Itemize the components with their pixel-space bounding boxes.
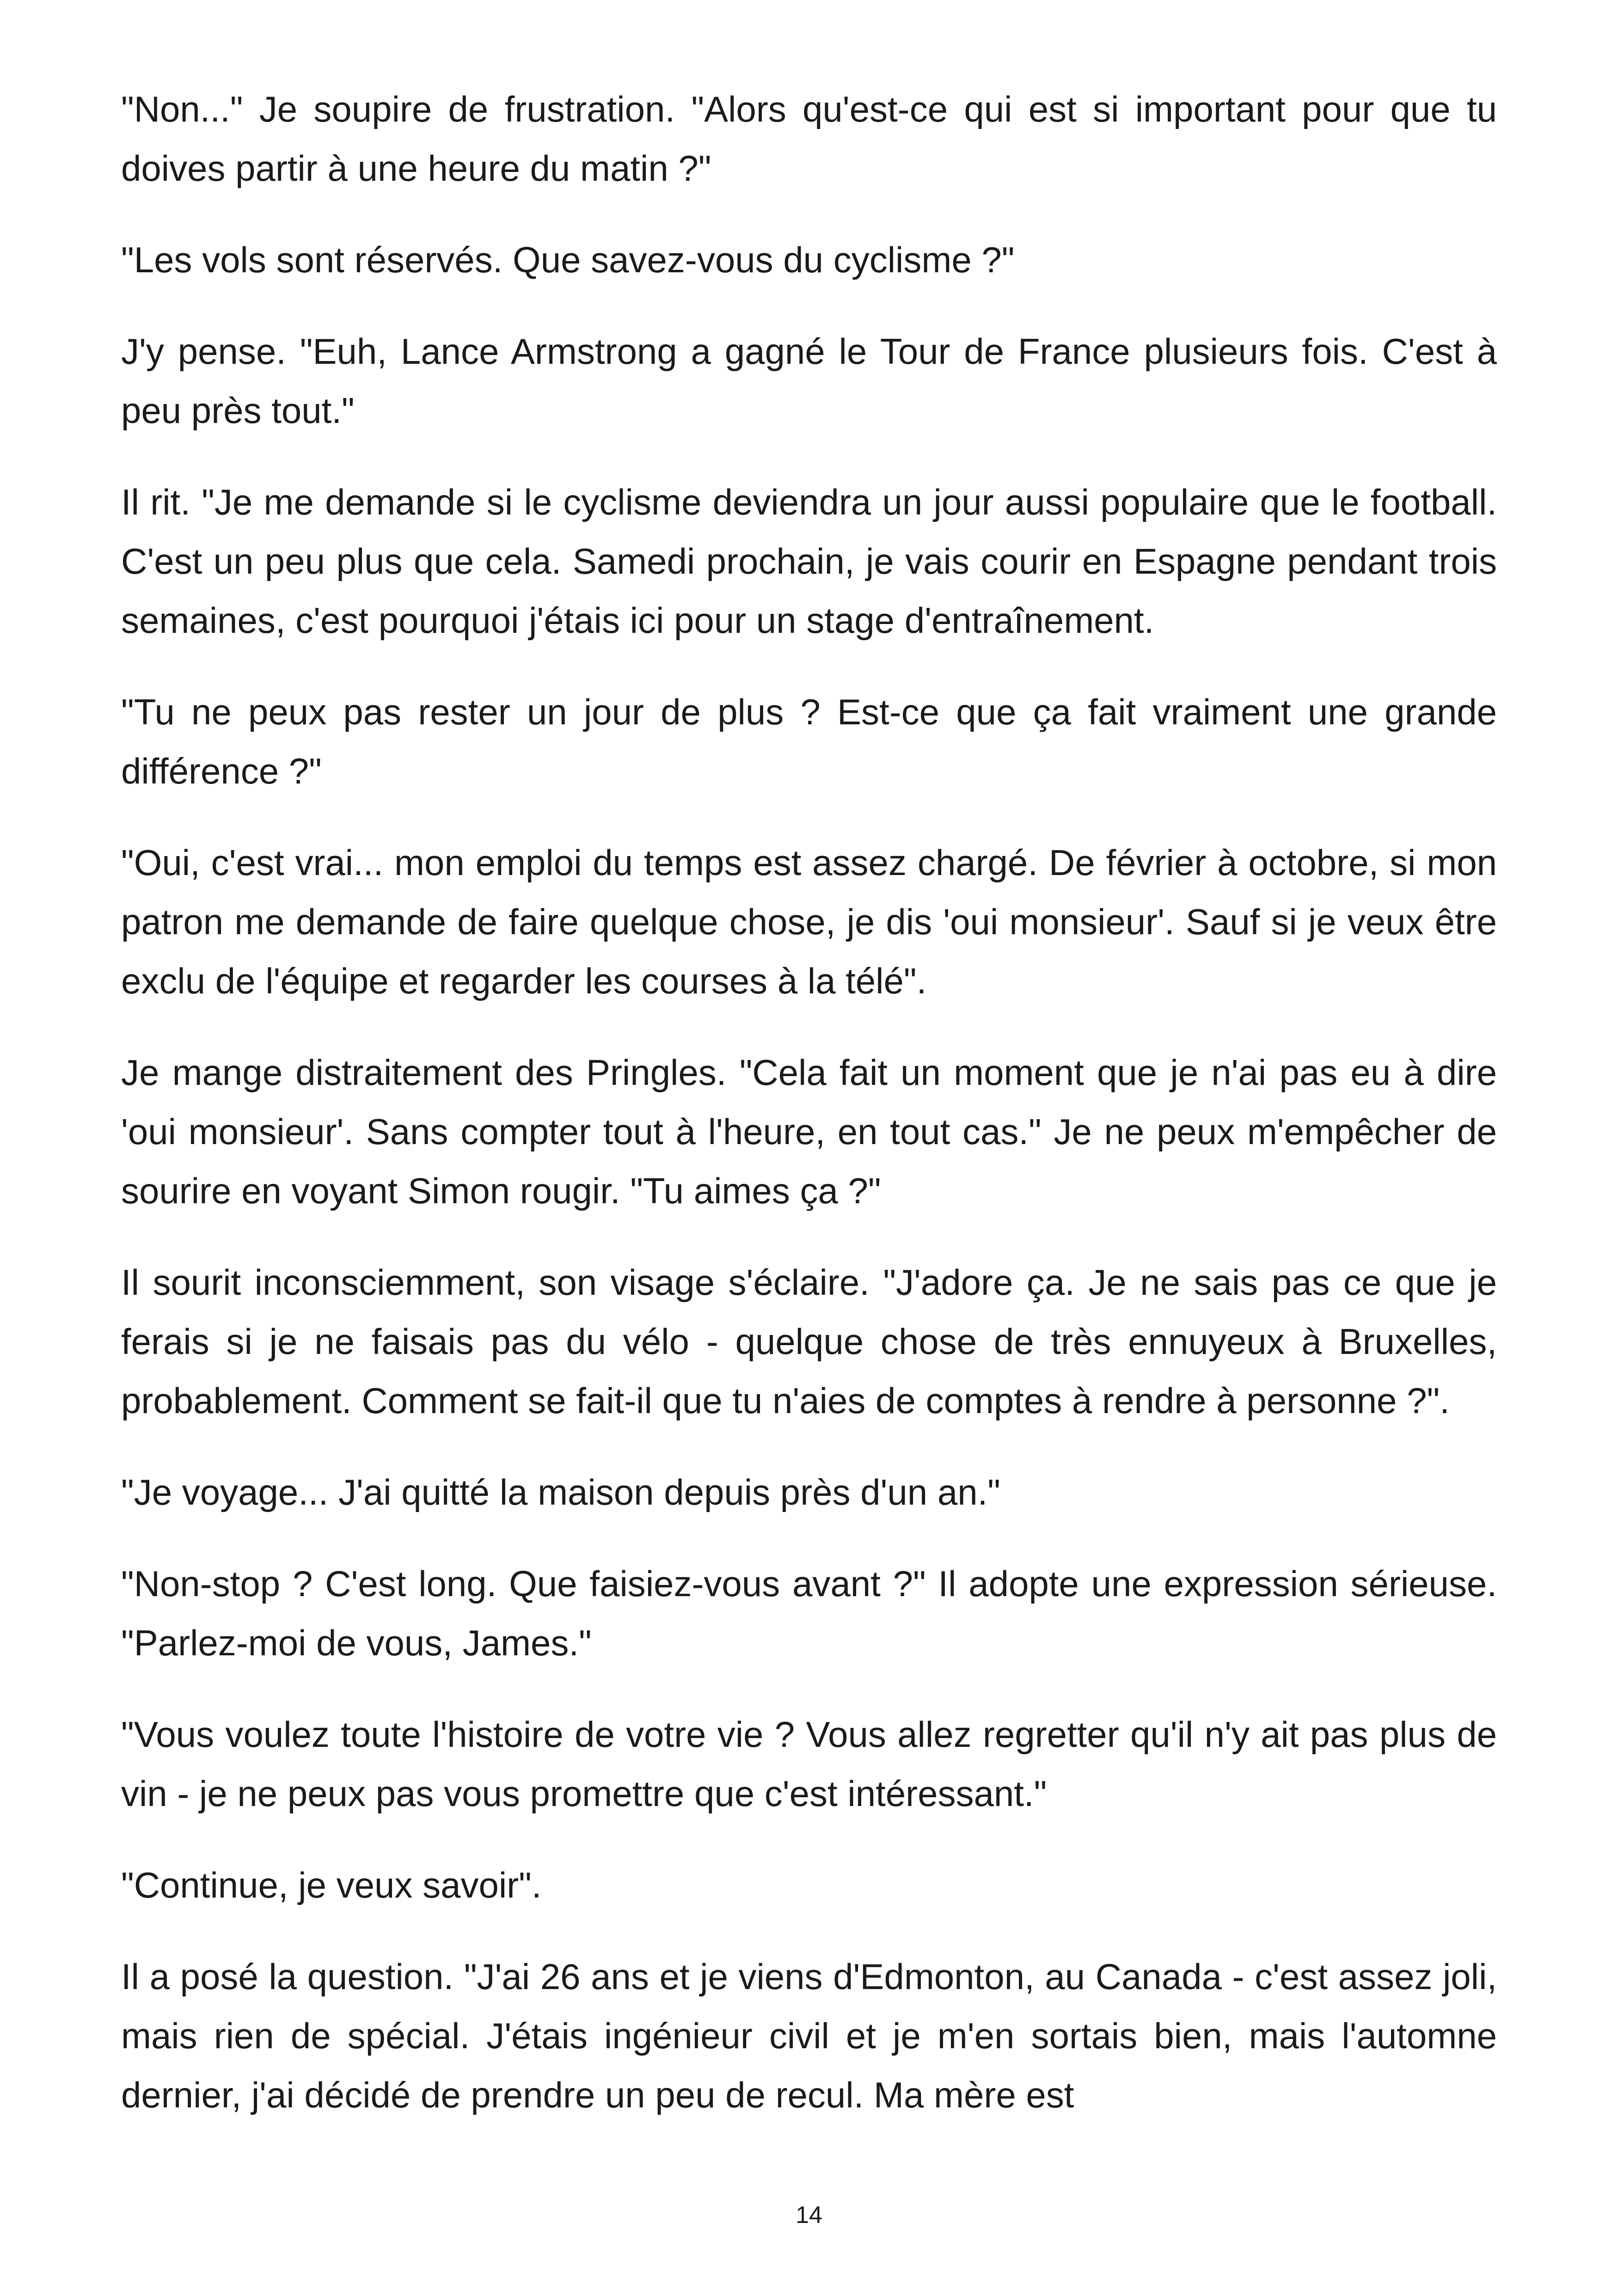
paragraph-9: "Je voyage... J'ai quitté la maison depuis près d'un an." [121,1472,1000,1512]
paragraph-11: "Vous voulez toute l'histoire de votre vie ? Vous allez regretter qu'il n'y ait pas plus de vin - je ne peux pas vous promettre que c'est intéressant." [121,1714,1497,1814]
paragraph-5: "Tu ne peux pas rester un jour de plus ? Est-ce que ça fait vraiment une grande différence ?" [121,692,1497,791]
paragraph-4: Il rit. "Je me demande si le cyclisme deviendra un jour aussi populaire que le football. C'est un peu plus que cela. Samedi prochain, je vais courir en Espagne pendant trois semaines, c'est pourquoi j'étais ici pour un stage d'entraînement. [121,482,1497,641]
paragraph-1: "Non..." Je soupire de frustration. "Alors qu'est-ce qui est si important pour que tu doives partir à une heure du matin ?" [121,89,1497,189]
paragraph-13: Il a posé la question. "J'ai 26 ans et je viens d'Edmonton, au Canada - c'est assez joli, mais rien de spécial. J'étais ingénieur civil et je m'en sortais bien, mais l'automne dernier, j'ai décidé de prendre un peu de recul. Ma mère est [121,1956,1497,2115]
paragraph-6: "Oui, c'est vrai... mon emploi du temps est assez chargé. De février à octobre, si mon patron me demande de faire quelque chose, je dis 'oui monsieur'. Sauf si je veux être exclu de l'équipe et regarder les courses à la télé". [121,842,1497,1001]
paragraph-3: J'y pense. "Euh, Lance Armstrong a gagné le Tour de France plusieurs fois. C'est à peu près tout." [121,331,1497,431]
body-text [121,80,1497,2157]
paragraph-12: "Continue, je veux savoir". [121,1865,542,1905]
paragraph-7: Je mange distraitement des Pringles. "Cela fait un moment que je n'ai pas eu à dire 'oui monsieur'. Sans compter tout à l'heure, en tout cas." Je ne peux m'empêcher de sourire en voyant Simon rougir. "Tu aimes ça ?" [121,1052,1497,1211]
paragraph-8: Il sourit inconsciemment, son visage s'éclaire. "J'adore ça. Je ne sais pas ce que je ferais si je ne faisais pas du vélo - quelque chose de très ennuyeux à Bruxelles, probablement. Comment se fait-il que tu n'aies de comptes à rendre à personne ?". [121,1262,1497,1421]
paragraph-2: "Les vols sont réservés. Que savez-vous du cyclisme ?" [121,239,1015,280]
page-number: 14 [796,2202,822,2229]
paragraph-10: "Non-stop ? C'est long. Que faisiez-vous avant ?" Il adopte une expression sérieuse. "Parlez-moi de vous, James." [121,1563,1497,1663]
